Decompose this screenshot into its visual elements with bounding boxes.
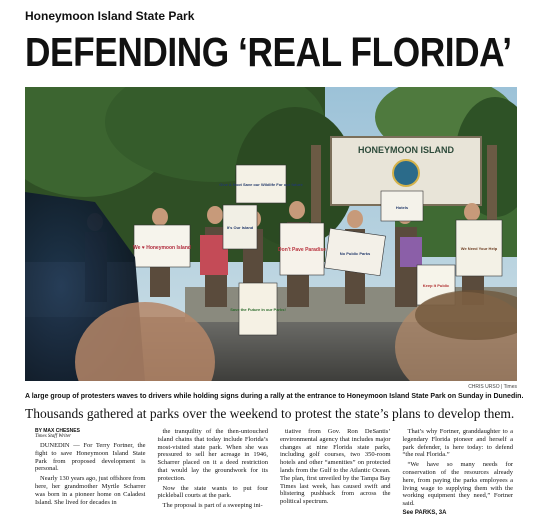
svg-text:HONEYMOON ISLAND: HONEYMOON ISLAND <box>357 145 455 155</box>
paragraph: DUNEDIN — For Terry Fortner, the fight to save Honeymoon Island State Park from proposed development is personal. <box>35 442 146 473</box>
news-photo <box>25 87 517 381</box>
paragraph: “We have so many needs for conservation of the resources already here, from paying the parks employees a living wage to supplying them with the working equipment they need,” Fortner said. <box>402 461 513 508</box>
article-body <box>35 428 513 518</box>
paragraph: Nearly 130 years ago, just offshore from here, her grandmother Myrtle Scharrer was born in a pioneer home on Caladesi Island. She lived for decades in <box>35 475 146 506</box>
paragraph: Now the state wants to put four pickleball courts at the park. <box>157 484 268 500</box>
svg-text:Give A Hoot Save our Wildlife: Give A Hoot Save our Wildlife For our future <box>219 182 303 187</box>
svg-text:We Need Your Help: We Need Your Help <box>460 246 498 251</box>
byline: BY MAX CHESNES <box>35 428 80 434</box>
article-column-4 <box>403 428 514 518</box>
svg-text:Save the Future in our Parks!: Save the Future in our Parks! <box>230 307 286 312</box>
headline: DEFENDING ‘REAL FLORIDA’ <box>25 29 512 75</box>
photo-caption: A large group of protesters waves to drivers while holding signs during a rally at the entrance to Honeymoon Island State Park on Sunday in Dunedin. <box>25 393 524 400</box>
jump-link[interactable]: See PARKS, 3A <box>402 509 447 516</box>
svg-text:It's Our Island: It's Our Island <box>226 225 254 230</box>
svg-text:Keep It Public: Keep It Public <box>422 283 450 288</box>
article-column-2 <box>158 428 269 518</box>
section-kicker: Honeymoon Island State Park <box>25 9 195 23</box>
article-column-1 <box>35 428 146 518</box>
paragraph: tiative from Gov. Ron DeSantis’ environmental agency that includes major changes at nine Florida state parks, including golf courses, two 350-room hotels and other “amenities” on protected lands from the Gulf to the Atlantic Ocean. The plan, first unveiled by the Tampa Bay Times last week, has caused swift and blistering pushback from across the political spectrum. <box>280 428 391 506</box>
photo-credit: CHRIS URSO | Times <box>468 384 517 390</box>
byline-role: Times Staff Writer <box>35 434 72 439</box>
svg-text:Don't Pave Paradise: Don't Pave Paradise <box>278 247 326 253</box>
deck-headline: Thousands gathered at parks over the weekend to protest the state’s plans to develop them. <box>25 406 515 421</box>
paragraph: the tranquility of the then-untouched island chains that today include Florida’s most-visited state park. When she was pressured to sell her acreage in 1946, Scharrer placed on it a deed restriction that would lay the groundwork for its protection. <box>157 428 268 482</box>
svg-text:We ♥ Honeymoon Island: We ♥ Honeymoon Island <box>133 245 191 251</box>
paragraph: The proposal is part of a sweeping ini- <box>162 502 263 510</box>
svg-text:No Public Parks: No Public Parks <box>339 251 371 256</box>
svg-text:Hotels: Hotels <box>395 205 409 210</box>
article-column-3 <box>280 428 391 518</box>
paragraph: That’s why Fortner, granddaughter to a legendary Florida pioneer and herself a park defender, is here today: to defend “the real Florida.” <box>402 428 513 459</box>
